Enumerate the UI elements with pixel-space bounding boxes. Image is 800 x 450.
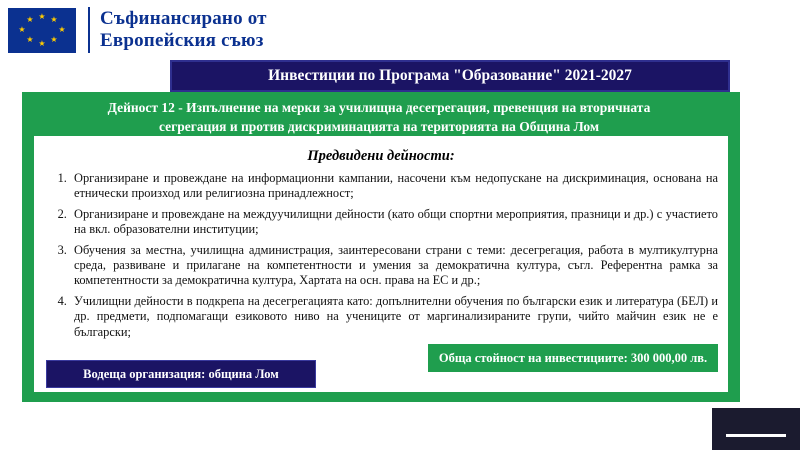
total-value-box — [428, 344, 718, 372]
list-item: 3. Обучения за местна, училищна администрация, заинтересовани страни с теми: десегрегация, работа в мултикултурна среда, развиване и прилагане на компетентности и умения за демократична култура, съгл. Референтна рамка за компетентности за демократична култура, Хартата на осн. права на ЕС и др.; — [70, 243, 718, 289]
eu-cofunding-line2: Европейския съюз — [100, 30, 264, 51]
lead-organization-box — [46, 360, 316, 388]
eu-cofunding-line1: Съфинансирано от — [100, 8, 267, 29]
lead-organization-text: Водеща организация: община Лом — [83, 366, 279, 381]
corner-mark-bar — [726, 434, 786, 437]
activity-heading — [34, 98, 724, 136]
list-item: 1. Организиране и провеждане на информационни кампании, насочени към недопускане на дискриминация, основана на етнически произход или религиозна принадлежност; — [70, 171, 718, 202]
activity-subtitle: Предвидени дейности: — [307, 148, 455, 164]
activity-content — [34, 140, 728, 348]
eu-flag-icon: ★ ★ ★ ★ ★ ★ ★ ★ — [8, 8, 76, 53]
list-item: 4. Училищни дейности в подкрепа на десегрегацията като: допълнителни обучения по български език и литература (БЕЛ) и др. предмети, подпомагащи езиковото ниво на учениците от маргинализираните групи, чийто майчин език не е български; — [70, 294, 718, 340]
eu-cofunding-header — [0, 0, 800, 60]
eu-cofunding-text — [100, 8, 267, 52]
total-value-text: Обща стойност на инвестициите: 300 000,00 лв. — [438, 350, 708, 365]
corner-mark — [712, 408, 800, 450]
activity-heading-line1: Дейност 12 - Изпълнение на мерки за училищна десегрегация, превенция на вторичната — [107, 100, 651, 115]
page-title: Инвестиции по Програма "Образование" 2021-2027 — [268, 67, 632, 84]
list-item: 2. Организиране и провеждане на междуучилищни дейности (като общи спортни мероприятия, празници и др.) с участието на вкл. образователни институции; — [70, 207, 718, 238]
page-title-banner — [170, 60, 730, 92]
header-divider — [88, 7, 90, 53]
activity-heading-line2: сегрегация и против дискриминацията на територията на Община Лом — [158, 119, 600, 134]
activity-list — [34, 171, 728, 340]
